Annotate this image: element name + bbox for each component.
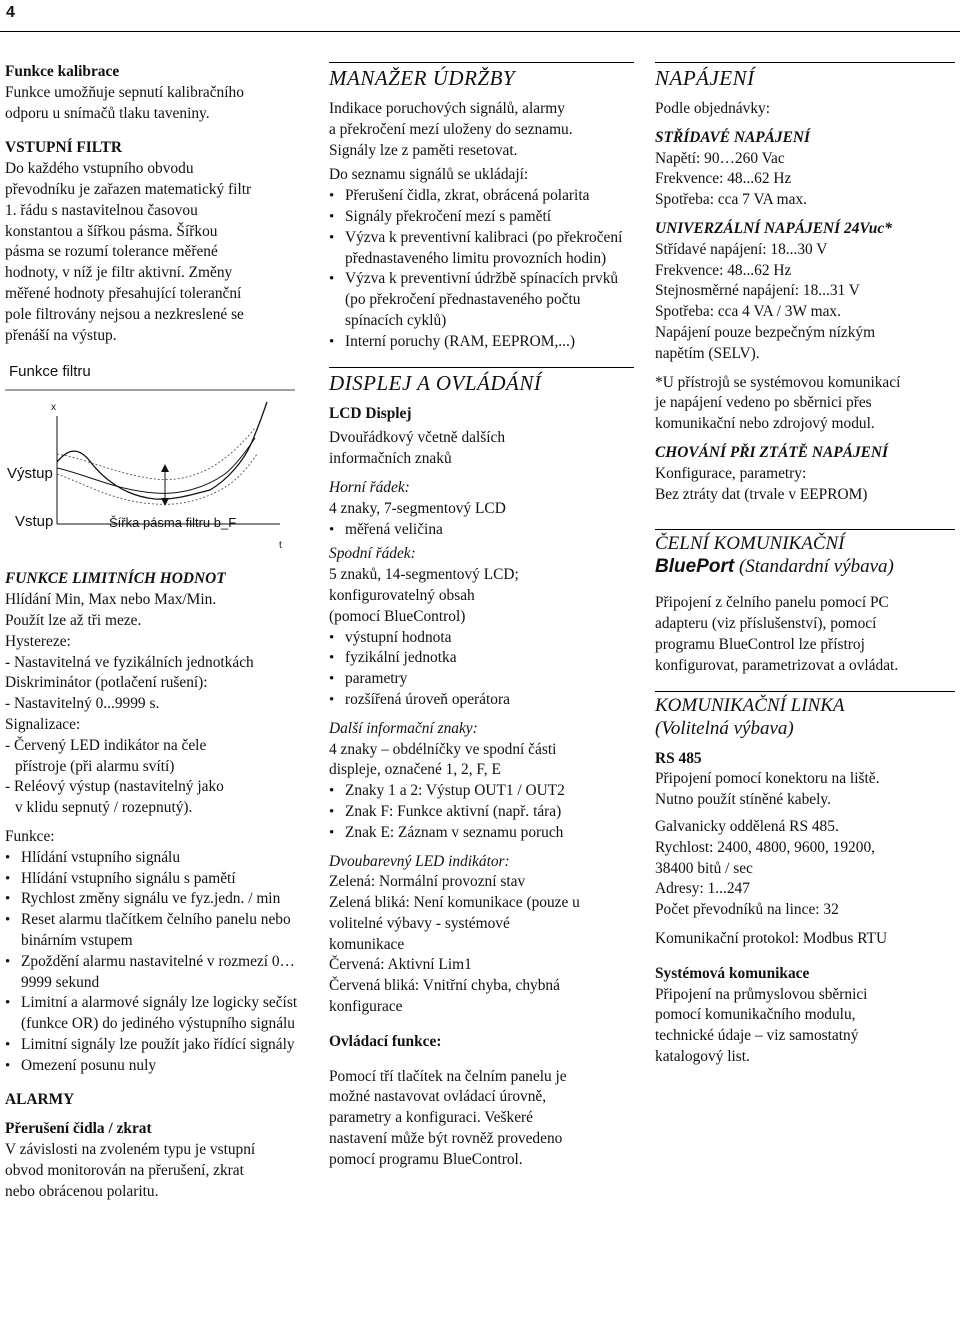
- led-title: Dvoubarevný LED indikátor:: [329, 852, 510, 870]
- horni-list: [329, 520, 634, 541]
- text-line: je napájení vedeno po sběrnici přes: [655, 394, 872, 412]
- diagram-t-label: t: [279, 540, 282, 552]
- funkce-title: Funkce:: [5, 827, 55, 845]
- text-line: volitelné výbavy - systémové: [329, 914, 510, 932]
- text-line: Napětí: 90…260 Vac: [655, 149, 785, 167]
- text-line: 38400 bitů / sec: [655, 859, 753, 877]
- univ-title: UNIVERZÁLNÍ NAPÁJENÍ 24Vuc*: [655, 219, 892, 237]
- text-line: měřené hodnoty přesahující toleranční: [5, 284, 242, 302]
- text-line: přístroje (při alarmu svítí): [15, 757, 175, 775]
- text-line: Do každého vstupního obvodu: [5, 160, 194, 178]
- text-line: Dvouřádkový včetně dalších: [329, 429, 506, 447]
- text-line: 4 znaky – obdélníčky ve spodní části: [329, 740, 557, 758]
- preruseni-title: Přerušení čidla / zkrat: [5, 1120, 152, 1138]
- text-line: Stejnosměrné napájení: 18...31 V: [655, 282, 860, 300]
- section-title-napajeni: NAPÁJENÍ: [655, 62, 955, 91]
- section-title-celni: ČELNÍ KOMUNIKAČNÍ: [655, 529, 955, 555]
- text-line: komunikační nebo zdrojový modul.: [655, 415, 875, 433]
- text-line: Připojení na průmyslovou sběrnici: [655, 985, 868, 1003]
- list-item: • Omezení posunu nuly: [5, 1056, 305, 1077]
- list-item: • Signály překročení mezí s pamětí: [329, 207, 634, 228]
- chovani-title: CHOVÁNÍ PŘI ZTÁTĚ NAPÁJENÍ: [655, 443, 889, 461]
- column-middle: [329, 62, 634, 1171]
- text-line: parametry a konfiguraci. Veškeré: [329, 1109, 533, 1127]
- diagram-band-upper: [57, 428, 255, 480]
- list-item: • Výzva k preventivní údržbě spínacích prvků (po překročení přednastaveného počtu spínacích cyklů): [329, 269, 634, 331]
- kom-subtitle: (Volitelná výbava): [655, 717, 794, 739]
- list-item: • Limitní signály lze použít jako řídící signály: [5, 1035, 305, 1056]
- text-line: nebo obrácenou polaritu.: [5, 1182, 159, 1200]
- list-item: • Znak F: Funkce aktivní (např. tára): [329, 802, 634, 823]
- band-arrow-head-up: [161, 464, 169, 472]
- text-line: V závislosti na zvoleném typu je vstupní: [5, 1141, 256, 1159]
- diagram-band-lower: [57, 454, 257, 504]
- text-line: hodnoty, v níž je filtr aktivní. Změny: [5, 264, 233, 282]
- page-number: 4: [6, 4, 15, 21]
- list-item: • výstupní hodnota: [329, 628, 634, 649]
- text-line: adapteru (viz příslušenství), pomocí: [655, 615, 877, 633]
- section-title-displej: DISPLEJ A OVLÁDÁNÍ: [329, 367, 634, 396]
- text-line: Počet převodníků na lince: 32: [655, 901, 839, 919]
- text-line: - Červený LED indikátor na čele: [5, 736, 207, 754]
- list-item: • Výzva k preventivní kalibraci (po překročení přednastaveného limitu provozních hodin): [329, 228, 634, 270]
- ovladaci-title: Ovládací funkce:: [329, 1032, 442, 1050]
- text-line: v klidu sepnutý / rozepnutý).: [15, 799, 193, 817]
- text-line: Nutno použít stíněné kabely.: [655, 791, 831, 809]
- text-line: 1. řádu s nastavitelnou časovou: [5, 201, 198, 219]
- text-line: konstantou a šířkou pásma. Šířkou: [5, 222, 218, 240]
- text-line: Signály lze z paměti resetovat.: [329, 141, 518, 159]
- column-left: [5, 62, 305, 1202]
- signalizace-title: Signalizace:: [5, 715, 81, 733]
- text-line: přenáší na výstup.: [5, 326, 117, 344]
- text-line: Spotřeba: cca 4 VA / 3W max.: [655, 303, 841, 321]
- text-line: Připojení pomocí konektoru na liště.: [655, 770, 880, 788]
- diagram-input-curve: [57, 402, 267, 499]
- section-title-filtr: VSTUPNÍ FILTR: [5, 139, 123, 157]
- text-line: Diskriminátor (potlačení rušení):: [5, 674, 208, 692]
- diagram-band-label: Šířka pásma filtru b_F: [109, 515, 237, 531]
- rs485-title: RS 485: [655, 749, 702, 767]
- list-item: • Zpoždění alarmu nastavitelné v rozmezí 0…9999 sekund: [5, 952, 305, 994]
- text-line: konfigurovat, parametrizovat a ovládat.: [655, 656, 899, 674]
- list-item: • Hlídání vstupního signálu: [5, 848, 305, 869]
- dalsi-list: [329, 781, 634, 843]
- text-line: (pomocí BlueControl): [329, 607, 466, 625]
- text-line: - Nastavitelná ve fyzikálních jednotkách: [5, 653, 254, 671]
- list-item: • Interní poruchy (RAM, EEPROM,...): [329, 332, 634, 353]
- band-arrow-head-down: [161, 498, 169, 506]
- text-line: - Nastavitelný 0...9999 s.: [5, 695, 160, 713]
- text-line: Připojení z čelního panelu pomocí PC: [655, 594, 889, 612]
- text-line: odporu u snímačů tlaku taveniny.: [5, 104, 210, 122]
- filter-diagram: [5, 354, 305, 559]
- list-item: • parametry: [329, 669, 634, 690]
- text-line: katalogový list.: [655, 1047, 750, 1065]
- hystereze-title: Hystereze:: [5, 632, 71, 650]
- blueport-brand: BluePort: [655, 556, 735, 578]
- top-rule: [0, 31, 960, 32]
- text-line: obvod monitorován na přerušení, zkrat: [5, 1161, 244, 1179]
- text-line: Červená bliká: Vnitřní chyba, chybná: [329, 977, 560, 995]
- text-line: Spotřeba: cca 7 VA max.: [655, 191, 808, 209]
- text-line: 5 znaků, 14-segmentový LCD;: [329, 566, 519, 584]
- text-line: Bez ztráty dat (trvale v EEPROM): [655, 485, 868, 503]
- diagram-output-label: Výstup: [7, 465, 53, 483]
- text-line: napětím (SELV).: [655, 344, 760, 362]
- text-line: Hlídání Min, Max nebo Max/Min.: [5, 591, 217, 609]
- section-title-kalibrace: Funkce kalibrace: [5, 63, 120, 80]
- text-line: Napájení pouze bezpečným nízkým: [655, 323, 876, 341]
- text-line: technické údaje – viz samostatný: [655, 1027, 859, 1045]
- celni-suffix: (Standardní výbava): [734, 556, 894, 578]
- horni-title: Horní řádek:: [329, 478, 410, 496]
- text-line: možné nastavovat ovládací úrovně,: [329, 1088, 547, 1106]
- text-line: Použít lze až tři meze.: [5, 611, 142, 629]
- list-item: • Reset alarmu tlačítkem čelního panelu nebo binárním vstupem: [5, 910, 305, 952]
- text-line: pomocí komunikačního modulu,: [655, 1006, 856, 1024]
- text-line: Zelená bliká: Není komunikace (pouze u: [329, 894, 580, 912]
- list-item: • Přerušení čidla, zkrat, obrácená polarita: [329, 186, 634, 207]
- list-item: • fyzikální jednotka: [329, 648, 634, 669]
- text-line: Pomocí tří tlačítek na čelním panelu je: [329, 1067, 567, 1085]
- text-line: Zelená: Normální provozní stav: [329, 873, 526, 891]
- text-line: Adresy: 1...247: [655, 880, 750, 898]
- text-line: Frekvence: 48...62 Hz: [655, 170, 792, 188]
- section-title-limit: FUNKCE LIMITNÍCH HODNOT: [5, 570, 226, 588]
- list-item: • rozšířená úroveň operátora: [329, 690, 634, 711]
- text-line: a překročení mezí uloženy do seznamu.: [329, 120, 573, 138]
- funkce-list: [5, 848, 305, 1077]
- seznam-intro: Do seznamu signálů se ukládají:: [329, 166, 529, 184]
- section-title-komunikace: KOMUNIKAČNÍ LINKA: [655, 691, 955, 717]
- list-item: • Hlídání vstupního signálu s pamětí: [5, 869, 305, 890]
- text-line: 4 znaky, 7-segmentový LCD: [329, 499, 506, 517]
- list-item: • Rychlost změny signálu ve fyz.jedn. / min: [5, 889, 305, 910]
- text-line: displeje, označené 1, 2, F, E: [329, 761, 501, 779]
- sys-title: Systémová komunikace: [655, 964, 810, 982]
- lcd-title: LCD Displej: [329, 404, 412, 422]
- list-item: • Znaky 1 a 2: Výstup OUT1 / OUT2: [329, 781, 634, 802]
- stridave-title: STŘÍDAVÉ NAPÁJENÍ: [655, 128, 810, 146]
- dalsi-title: Další informační znaky:: [329, 719, 478, 737]
- text-line: převodníku je zařazen matematický filtr: [5, 180, 252, 198]
- text-line: informačních znaků: [329, 450, 452, 468]
- text-line: Komunikační protokol: Modbus RTU: [655, 929, 888, 947]
- text-line: Podle objednávky:: [655, 100, 770, 117]
- diagram-input-label: Vstup: [15, 513, 54, 531]
- list-item: • měřená veličina: [329, 520, 634, 541]
- text-line: Konfigurace, parametry:: [655, 464, 807, 482]
- text-line: konfigurovatelný obsah: [329, 586, 475, 604]
- diagram-output-curve: [57, 438, 255, 493]
- celni-subtitle: [655, 555, 955, 579]
- diagram-title: Funkce filtru: [9, 363, 91, 381]
- text-line: Funkce umožňuje sepnutí kalibračního: [5, 83, 244, 101]
- text-line: *U přístrojů se systémovou komunikací: [655, 373, 901, 391]
- text-line: Střídavé napájení: 18...30 V: [655, 240, 828, 258]
- text-line: nastavení může být rovněž provedeno: [329, 1130, 563, 1148]
- seznam-list: [329, 186, 634, 352]
- text-line: Červená: Aktivní Lim1: [329, 956, 472, 974]
- text-line: Rychlost: 2400, 4800, 9600, 19200,: [655, 838, 875, 856]
- text-line: Indikace poruchových signálů, alarmy: [329, 100, 565, 117]
- section-title-manazer: MANAŽER ÚDRŽBY: [329, 62, 634, 91]
- text-line: Galvanicky oddělená RS 485.: [655, 817, 839, 835]
- text-line: pomocí programu BlueControl.: [329, 1150, 523, 1168]
- text-line: Frekvence: 48...62 Hz: [655, 261, 792, 279]
- diagram-x-label: x: [51, 402, 56, 414]
- text-line: konfigurace: [329, 998, 403, 1016]
- text-line: pole filtrovány nejsou a nezkreslené se: [5, 305, 244, 323]
- spodni-title: Spodní řádek:: [329, 545, 416, 563]
- list-item: • Znak E: Záznam v seznamu poruch: [329, 823, 634, 844]
- text-line: - Reléový výstup (nastavitelný jako: [5, 778, 224, 796]
- text-line: programu BlueControl lze přístroj: [655, 635, 865, 653]
- spodni-list: [329, 628, 634, 711]
- column-right: [655, 62, 955, 1068]
- list-item: • Limitní a alarmové signály lze logicky sečíst (funkce OR) do jediného výstupního signálu: [5, 993, 305, 1035]
- text-line: pásma se rozumí tolerance měřené: [5, 243, 218, 261]
- text-line: komunikace: [329, 935, 405, 953]
- section-title-alarmy: ALARMY: [5, 1091, 75, 1109]
